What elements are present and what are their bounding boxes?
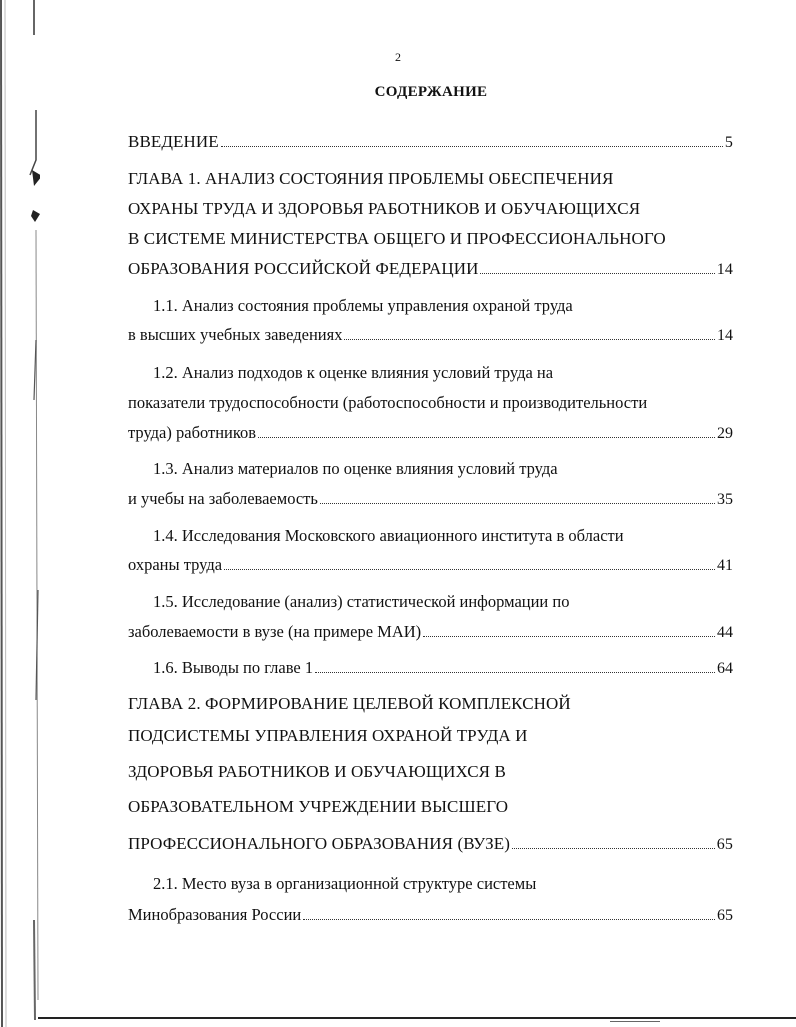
toc-page-number: 5 (724, 134, 733, 151)
toc-section-1-5[interactable] (128, 622, 733, 642)
toc-entry-text: 2.1. Место вуза в организационной структуре системы (153, 874, 537, 893)
toc-chapter-2-line[interactable] (128, 726, 733, 746)
toc-entry-introduction[interactable] (128, 132, 733, 152)
toc-section-1-2[interactable] (153, 363, 733, 383)
toc-page-number: 29 (717, 425, 733, 442)
leader-dots (221, 146, 723, 147)
leader-dots (344, 339, 715, 340)
toc-entry-text: ПРОФЕССИОНАЛЬНОГО ОБРАЗОВАНИЯ (ВУЗЕ) (128, 834, 511, 853)
toc-entry-text: В СИСТЕМЕ МИНИСТЕРСТВА ОБЩЕГО И ПРОФЕССИОНАЛЬНОГО (128, 229, 666, 248)
toc-section-1-2[interactable] (128, 423, 733, 443)
toc-page-number: 41 (717, 557, 733, 574)
toc-entry-text: 1.4. Исследования Московского авиационного института в области (153, 526, 624, 545)
toc-page-number: 14 (717, 327, 733, 344)
toc-section-2-1[interactable] (128, 905, 733, 925)
toc-section-1-4[interactable] (128, 555, 733, 575)
toc-chapter-1-line[interactable] (128, 259, 733, 279)
toc-page-number: 44 (717, 624, 733, 641)
toc-page-number: 64 (717, 660, 733, 677)
toc-entry-text: ГЛАВА 1. АНАЛИЗ СОСТОЯНИЯ ПРОБЛЕМЫ ОБЕСПЕЧЕНИЯ (128, 169, 614, 188)
toc-chapter-2-line[interactable] (128, 797, 733, 817)
toc-entry-text: ПОДСИСТЕМЫ УПРАВЛЕНИЯ ОХРАНОЙ ТРУДА И (128, 726, 528, 745)
toc-page-number: 65 (716, 836, 733, 853)
toc-entry-text: ОБРАЗОВАТЕЛЬНОМ УЧРЕЖДЕНИИ ВЫСШЕГО (128, 797, 509, 816)
leader-dots (315, 672, 715, 673)
toc-chapter-2-line[interactable] (128, 694, 733, 714)
toc-entry-text: ВВЕДЕНИЕ (128, 132, 219, 151)
toc-entry-text: заболеваемости в вузе (на примере МАИ) (128, 622, 422, 641)
toc-entry-text: ОХРАНЫ ТРУДА И ЗДОРОВЬЯ РАБОТНИКОВ И ОБУЧАЮЩИХСЯ (128, 199, 641, 218)
toc-section-1-2[interactable] (128, 393, 733, 413)
leader-dots (423, 636, 715, 637)
toc-entry-text: ЗДОРОВЬЯ РАБОТНИКОВ И ОБУЧАЮЩИХСЯ В (128, 762, 506, 781)
toc-page-number: 65 (717, 907, 733, 924)
toc-section-1-1[interactable] (153, 296, 733, 316)
toc-chapter-1-line[interactable] (128, 229, 733, 249)
toc-entry-text: 1.3. Анализ материалов по оценке влияния условий труда (153, 459, 558, 478)
toc-section-1-6[interactable] (153, 658, 733, 678)
bottom-scan-dash (610, 1021, 660, 1022)
toc-entry-text: труда) работников (128, 423, 257, 442)
toc-entry-text: и учебы на заболеваемость (128, 489, 318, 508)
toc-entry-text: 1.6. Выводы по главе 1 (153, 658, 314, 677)
toc-entry-text: 1.5. Исследование (анализ) статистической информации по (153, 592, 570, 611)
toc-entry-text: ГЛАВА 2. ФОРМИРОВАНИЕ ЦЕЛЕВОЙ КОМПЛЕКСНОЙ (128, 694, 571, 713)
leader-dots (258, 437, 715, 438)
page-number: 2 (395, 50, 401, 64)
toc-section-1-3[interactable] (153, 459, 733, 479)
leader-dots (512, 848, 715, 849)
toc-title: СОДЕРЖАНИЕ (374, 84, 488, 100)
toc-section-2-1[interactable] (153, 874, 733, 894)
toc-chapter-1-line[interactable] (128, 169, 733, 189)
toc-section-1-3[interactable] (128, 489, 733, 509)
toc-section-1-4[interactable] (153, 526, 733, 546)
leader-dots (480, 273, 714, 274)
toc-chapter-2-line[interactable] (128, 762, 733, 782)
toc-entry-text: охраны труда (128, 555, 223, 574)
toc-entry-text: показатели трудоспособности (работоспособности и производительности (128, 393, 648, 412)
toc-entry-text: 1.2. Анализ подходов к оценке влияния условий труда на (153, 363, 554, 382)
toc-chapter-2-line[interactable] (128, 834, 733, 854)
toc-entry-text: в высших учебных заведениях (128, 325, 343, 344)
leader-dots (303, 919, 715, 920)
toc-section-1-1[interactable] (128, 325, 733, 345)
toc-page-number: 35 (717, 491, 733, 508)
toc-chapter-1-line[interactable] (128, 199, 733, 219)
toc-entry-text: Минобразования России (128, 905, 302, 924)
bottom-scan-rule (38, 1017, 796, 1019)
scanned-binding-edge (0, 0, 40, 1027)
toc-entry-text: ОБРАЗОВАНИЯ РОССИЙСКОЙ ФЕДЕРАЦИИ (128, 259, 479, 278)
toc-section-1-5[interactable] (153, 592, 733, 612)
toc-page-number: 14 (716, 261, 733, 278)
leader-dots (320, 503, 715, 504)
leader-dots (224, 569, 715, 570)
toc-entry-text: 1.1. Анализ состояния проблемы управления охраной труда (153, 296, 573, 315)
